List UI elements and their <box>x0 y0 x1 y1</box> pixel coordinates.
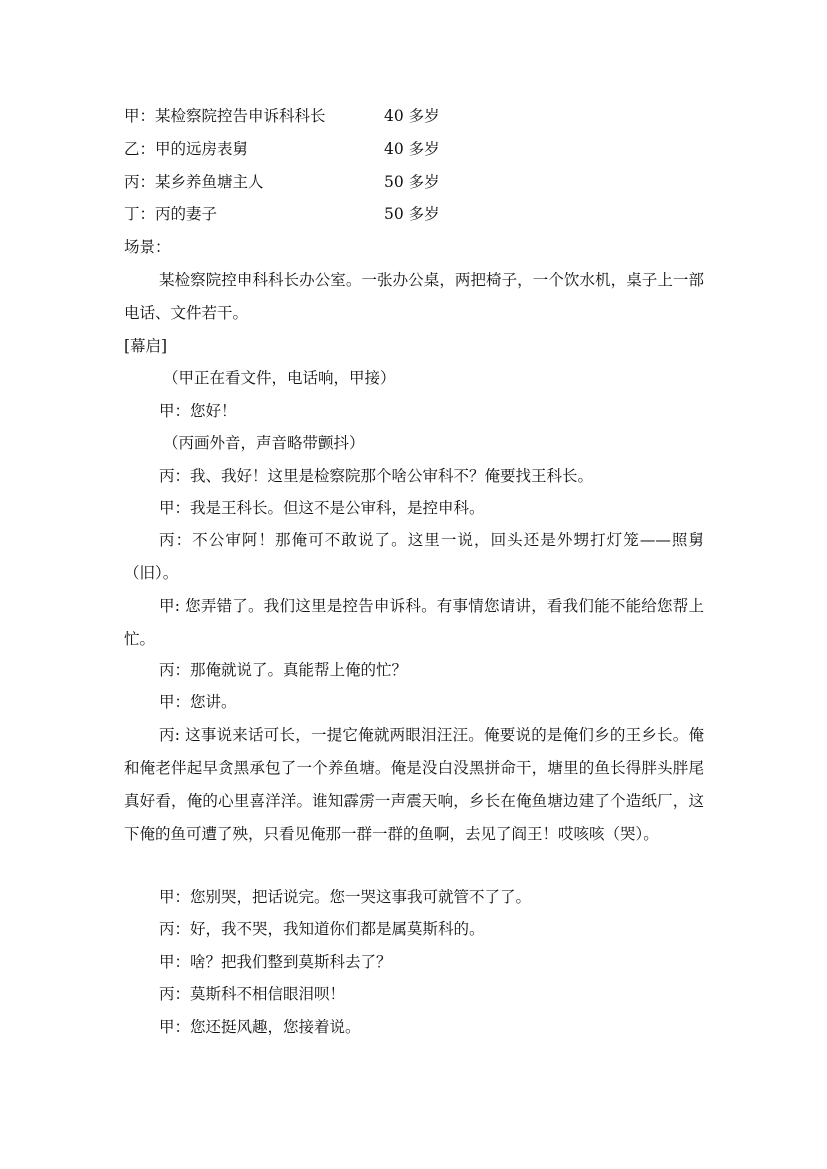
cast-name-ding: 丁：丙的妻子 <box>124 205 218 223</box>
cast-age-jia: 40 多岁 <box>384 107 440 125</box>
dialogue-paragraph: 甲: 您弄错了。我们这里是控告申诉科。有事情您请讲，看我们能不能给您帮上忙。 <box>124 597 704 648</box>
dialogue-line: 丙：我、我好！这里是检察院那个啥公审科不？俺要找王科长。 <box>159 467 594 485</box>
curtain-open: [幕启] <box>124 337 168 355</box>
scene-description: 某检察院控申科科长办公室。一张办公桌，两把椅子，一个饮水机，桌子上一部电话、文件若干。 <box>124 271 704 322</box>
cast-name-yi: 乙：甲的远房表舅 <box>124 140 249 158</box>
dialogue-line: 甲：您讲。 <box>159 693 237 711</box>
dialogue-line: 甲：您还挺风趣，您接着说。 <box>159 1018 361 1036</box>
dialogue-line: 甲：我是王科长。但这不是公审科，是控申科。 <box>159 499 485 517</box>
stage-direction: （甲正在看文件，电话响，甲接） <box>163 369 396 387</box>
cast-age-bing: 50 多岁 <box>384 173 440 191</box>
dialogue-paragraph: 丙：不公审阿！那俺可不敢说了。这里一说，回头还是外甥打灯笼——照舅（旧）。 <box>124 531 704 582</box>
dialogue-line: 甲：您好！ <box>159 402 237 420</box>
cast-name-bing: 丙：某乡养鱼塘主人 <box>124 173 264 191</box>
dialogue-line: 丙：好，我不哭，我知道你们都是属莫斯科的。 <box>159 920 485 938</box>
dialogue-line: 丙：莫斯科不相信眼泪呗！ <box>159 985 346 1003</box>
cast-name-jia: 甲：某检察院控告申诉科科长 <box>124 107 326 125</box>
cast-age-yi: 40 多岁 <box>384 140 440 158</box>
dialogue-paragraph: 丙: 这事说来话可长，一提它俺就两眼泪汪汪。俺要说的是俺们乡的王乡长。俺和俺老伴起早贪黑承包了一个养鱼塘。俺是没白没黑拼命干，塘里的鱼长得胖头胖尾真好看，俺的心里喜洋洋。谁知霹雳一声震天响，乡长在俺鱼塘边建了个造纸厂，这下俺的鱼可遭了殃，只看见俺那一群一群的鱼啊，去见了阎王！哎咳咳（哭）。 <box>124 726 704 843</box>
scene-label: 场景： <box>124 238 171 256</box>
cast-age-ding: 50 多岁 <box>384 205 440 223</box>
stage-direction: （丙画外音，声音略带颤抖） <box>163 434 365 452</box>
dialogue-line: 甲：啥？把我们整到莫斯科去了？ <box>159 953 392 971</box>
dialogue-line: 甲：您别哭，把话说完。您一哭这事我可就管不了了。 <box>159 888 532 906</box>
dialogue-line: 丙：那俺就说了。真能帮上俺的忙？ <box>159 661 408 679</box>
